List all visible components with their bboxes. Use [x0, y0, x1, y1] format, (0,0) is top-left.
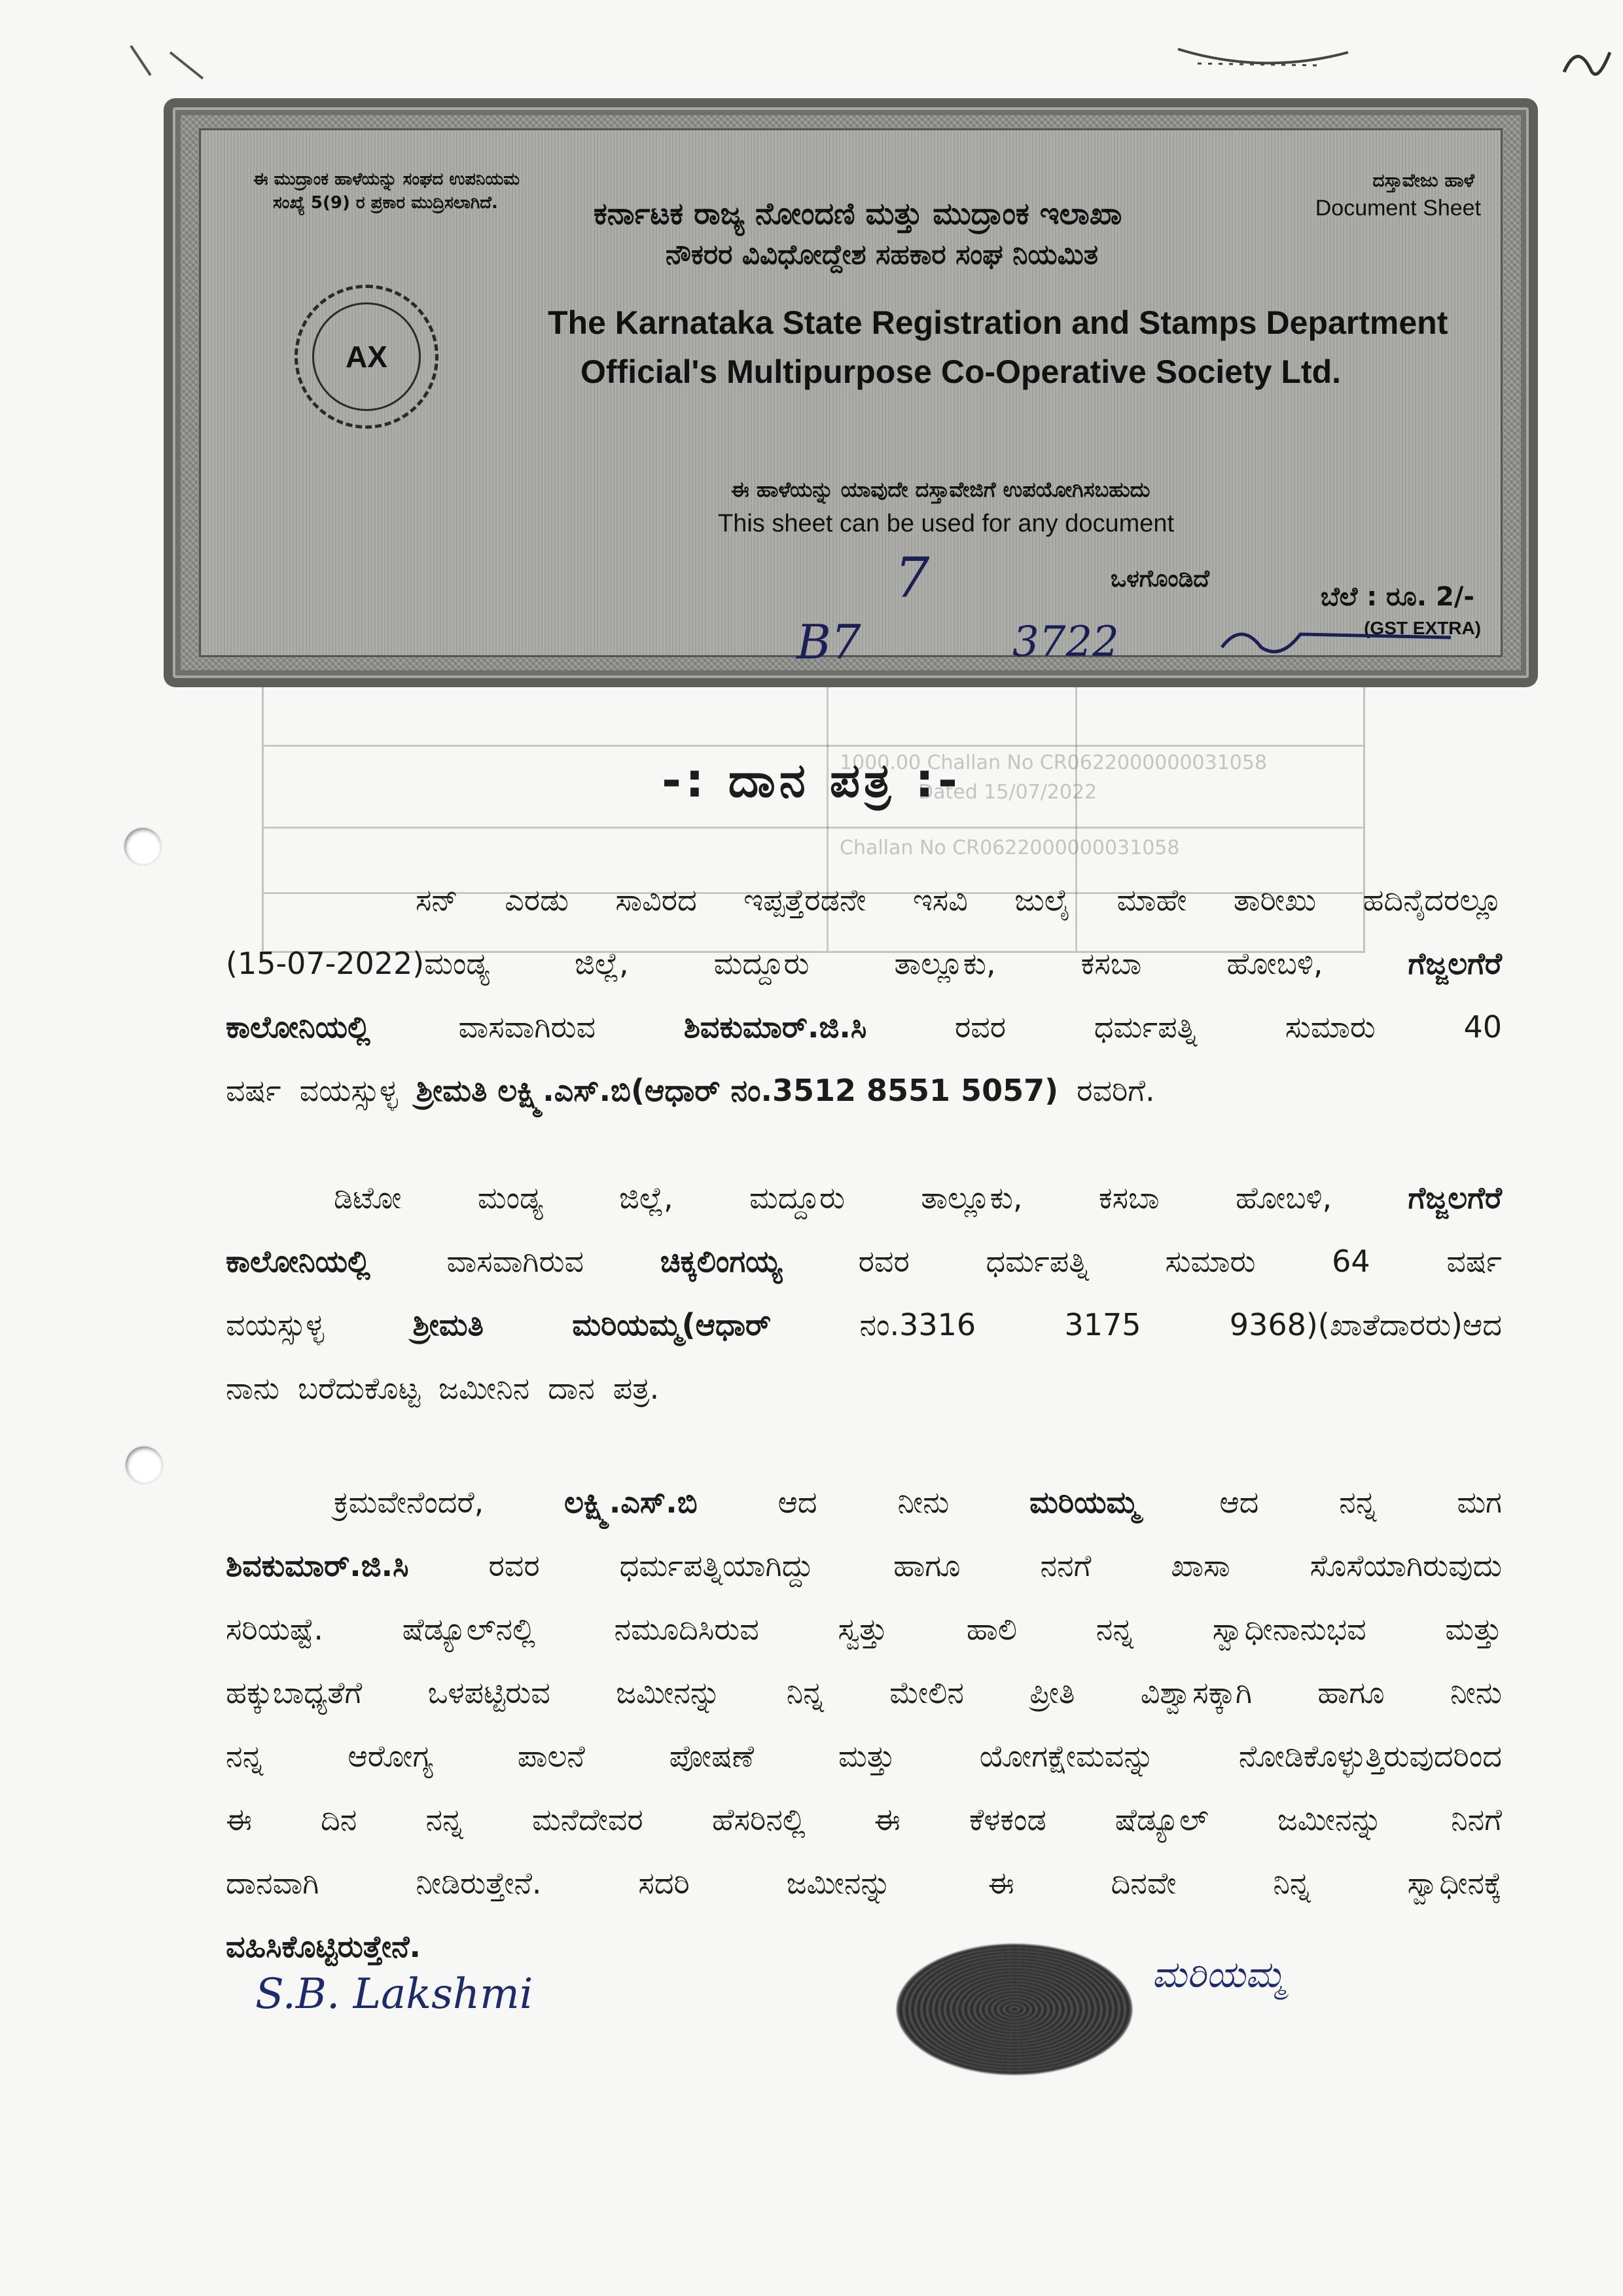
deed-word: ಮಂಡ್ಯ: [477, 1180, 543, 1215]
handwritten-signature-stroke: [1215, 615, 1464, 667]
deed-word: ನಿನಗೆ: [1451, 1802, 1502, 1837]
seal-text: AX: [346, 340, 387, 374]
price-label: ಬೆಲೆ : ರೂ. 2/-: [1320, 582, 1474, 612]
deed-word: ಗೆಜ್ಜಲಗೆರೆ: [1408, 946, 1502, 981]
deed-word: ನನ್ನ: [1096, 1611, 1134, 1647]
deed-word: ಪಾಲನೆ: [517, 1738, 585, 1774]
deed-word: ರವರಿಗೆ.: [1077, 1073, 1155, 1108]
deed-word: ಆದ: [1219, 1484, 1259, 1520]
deed-word: ಜಿಲ್ಲೆ,: [619, 1180, 673, 1215]
deed-word: ಎರಡು: [505, 882, 569, 918]
deed-word: ನನ್ನ: [226, 1738, 264, 1774]
deed-word: ಸ್ವಾಧೀನಾನುಭವ: [1212, 1611, 1366, 1647]
deed-word: ನನ್ನ: [425, 1802, 463, 1837]
department-name-kannada: ಕರ್ನಾಟಕ ರಾಜ್ಯ ನೋಂದಣಿ ಮತ್ತು ಮುದ್ರಾಂಕ ಇಲಾಖಾ: [594, 196, 1122, 231]
deed-word: ಸದರಿ: [638, 1865, 690, 1901]
deed-line: [226, 1071, 1502, 1110]
deed-word: ಈ: [988, 1865, 1014, 1901]
deed-word: ರವರ: [488, 1548, 540, 1583]
society-name-kannada: ನೌಕರರ ವಿವಿಧೋದ್ದೇಶ ಸಹಕಾರ ಸಂಘ ನಿಯಮಿತ: [666, 238, 1098, 270]
deed-word: (15-07-2022)ಮಂಡ್ಯ: [226, 946, 490, 981]
deed-line: [226, 1242, 1502, 1281]
deed-word: 64: [1332, 1244, 1370, 1279]
deed-word: ನಿನ್ನ: [786, 1675, 824, 1710]
deed-word: ಶಿವಕುಮಾರ್.ಜಿ.ಸಿ: [226, 1548, 409, 1583]
deed-word: ಮೇಲಿನ: [889, 1675, 964, 1710]
deed-word: ಇಸವಿ: [912, 882, 968, 918]
deed-word: ಇಪ್ಪತ್ತೆರಡನೇ: [743, 882, 866, 918]
deed-word: ತಾರೀಖು: [1233, 882, 1317, 918]
deed-word: ಸಾವಿರದ: [615, 882, 697, 918]
deed-word: ಮಗ: [1457, 1484, 1502, 1520]
document-sheet-label-kannada: ದಸ್ತಾವೇಜು ಹಾಳೆ: [1372, 170, 1474, 191]
corner-initial-right: [1558, 39, 1616, 92]
deed-word: ಹಕ್ಕುಬಾಧ್ಯತೆಗೆ: [226, 1675, 363, 1710]
signature-lakshmi: S.B. Lakshmi: [255, 1970, 533, 2018]
deed-word: ಈ: [226, 1802, 252, 1837]
signature-mariyamma: ಮರಿಯಮ್ಮ: [1152, 1954, 1285, 1996]
deed-word: ಈ: [874, 1802, 901, 1837]
deed-word: ಆದ: [777, 1484, 817, 1520]
deed-word: ಷೆಡ್ಯೂಲ್: [1115, 1802, 1209, 1837]
deed-word: ಸೊಸೆಯಾಗಿರುವುದು: [1310, 1548, 1502, 1583]
deed-word: ಮರಿಯಮ್ಮ: [1029, 1484, 1139, 1520]
deed-word: ಯೋಗಕ್ಷೇಮವನ್ನು: [979, 1738, 1154, 1774]
deed-word: ಕಾಲೋನಿಯಲ್ಲಿ: [226, 1009, 370, 1045]
society-seal: [294, 285, 438, 429]
deed-word: ಜಮೀನನ್ನು: [786, 1865, 891, 1901]
deed-word: 3175: [1064, 1307, 1141, 1342]
stamp-note-line-2: ಸಂಖ್ಯೆ 5(9) ರ ಪ್ರಕಾರ ಮುದ್ರಿಸಲಾಗಿದೆ.: [273, 193, 498, 213]
deed-word: ಜಮೀನಿನ: [438, 1371, 530, 1406]
show-through-row-3: Challan No CR0622000000031058: [840, 836, 1180, 859]
deed-word: ಜಿಲ್ಲೆ,: [574, 946, 629, 981]
deed-word: ದಾನ: [548, 1371, 595, 1406]
deed-word: ಮದ್ದೂರು: [749, 1180, 845, 1215]
deed-word: ಮನೆದೇವರ: [531, 1802, 643, 1837]
deed-word: ಮಾಹೇ: [1116, 882, 1187, 918]
deed-line: [226, 1305, 1502, 1344]
deed-word: ಲಕ್ಷ್ಮಿ.ಎಸ್.ಬಿ: [564, 1484, 698, 1520]
deed-word: ದಿನವೇ: [1111, 1865, 1177, 1901]
deed-word: ಹದಿನೈದರಲ್ಲೂ: [1363, 882, 1502, 918]
deed-word: ಮದ್ದೂರು: [713, 946, 810, 981]
deed-word: ಹೋಬಳಿ,: [1226, 946, 1323, 981]
gst-label: (GST EXTRA): [1364, 618, 1481, 638]
seal-ring: [312, 302, 421, 411]
show-through-row-1: 1000.00 Challan No CR0622000000031058: [840, 751, 1268, 774]
deed-word: ಒಳಪಟ್ಟಿರುವ: [427, 1675, 550, 1710]
deed-word: ವಯಸ್ಸುಳ್ಳ: [226, 1307, 325, 1342]
deed-word: ದಿನ: [321, 1802, 357, 1837]
deed-word: ಧರ್ಮಪತ್ನಿ: [1094, 1009, 1198, 1045]
deed-word: ಹೋಬಳಿ,: [1236, 1180, 1332, 1215]
deed-word: ಕೆಳಕಂಡ: [969, 1802, 1046, 1837]
deed-word: ನನಗೆ: [1040, 1548, 1092, 1583]
handwritten-sheet-number: 3722: [1012, 618, 1119, 666]
deed-word: ಸ್ವಾಧೀನಕ್ಕೆ: [1407, 1865, 1502, 1901]
deed-word: 40: [1463, 1009, 1502, 1045]
deed-line: [226, 944, 1502, 983]
deed-word: ದಾನವಾಗಿ: [226, 1865, 319, 1901]
deed-word: ರವರ: [954, 1009, 1007, 1045]
deed-word: ಬರೆದುಕೊಟ್ಟ: [298, 1371, 420, 1406]
punch-hole-bottom: [126, 1446, 162, 1483]
deed-word: ನೀಡಿರುತ್ತೇನೆ.: [416, 1865, 542, 1901]
deed-word: ಜುಲೈ: [1014, 882, 1071, 918]
department-name: The Karnataka State Registration and Stamps Department: [548, 304, 1448, 341]
deed-word: ನಮೂದಿಸಿರುವ: [614, 1611, 759, 1647]
deed-line: [334, 1178, 1502, 1217]
deed-word: ತಾಲ್ಲೂಕು,: [921, 1180, 1023, 1215]
handwritten-serial: 7: [895, 546, 930, 610]
thumb-impression: [897, 1944, 1132, 2075]
deed-word: ಸುಮಾರು: [1165, 1244, 1256, 1279]
deed-word: ನನ್ನ: [1339, 1484, 1377, 1520]
corner-mark-left: [124, 39, 209, 85]
deed-word: ಡಿಟೋ: [334, 1180, 402, 1215]
usage-note-kannada: ಈ ಹಾಳೆಯನ್ನು ಯಾವುದೇ ದಸ್ತಾವೇಜಿಗೆ ಉಪಯೋಗಿಸಬಹುದು: [731, 477, 1150, 502]
deed-word: ಕಾಲೋನಿಯಲ್ಲಿ: [226, 1244, 370, 1279]
deed-word: ಹಾಗೂ: [893, 1548, 961, 1583]
deed-title: -: ದಾನ ಪತ್ರ :-: [662, 753, 961, 808]
deed-word: ಹಾಗೂ: [1317, 1675, 1385, 1710]
deed-word: ಮತ್ತು: [838, 1738, 895, 1774]
deed-word: ವರ್ಷ: [1446, 1244, 1502, 1279]
deed-word: ಮರಿಯಮ್ಮ(ಆಧಾರ್: [572, 1307, 772, 1342]
document-sheet-label: Document Sheet: [1315, 196, 1481, 221]
deed-word: ಕಸಬಾ: [1098, 1180, 1160, 1215]
deed-word: ನಿನ್ನ: [1273, 1865, 1311, 1901]
deed-line: [226, 1927, 1502, 1966]
deed-word: ಜಮೀನನ್ನು: [616, 1675, 721, 1710]
deed-word: ಗೆಜ್ಜಲಗೆರೆ: [1408, 1180, 1502, 1215]
deed-line: [226, 1369, 1502, 1408]
deed-word: ಶ್ರೀಮತಿ ಲಕ್ಷ್ಮಿ.ಎಸ್.ಬಿ(ಆಧಾರ್ ನಂ.3512 8551 5057): [416, 1073, 1059, 1108]
deed-word: ಸ್ವತ್ತು: [838, 1611, 888, 1647]
deed-word: ಜಮೀನನ್ನು: [1277, 1802, 1382, 1837]
deed-word: ಷೆಡ್ಯೂಲ್‌ನಲ್ಲಿ: [402, 1611, 535, 1647]
stamp-paper: [164, 98, 1538, 687]
deed-word: ಪತ್ರ.: [613, 1371, 660, 1406]
deed-line: [334, 1482, 1502, 1522]
deed-word: ನೀನು: [1450, 1675, 1502, 1710]
deed-word: ಧರ್ಮಪತ್ನಿ: [986, 1244, 1089, 1279]
show-through-row-2: Dated 15/07/2022: [918, 781, 1097, 804]
deed-word: ನಾನು: [226, 1371, 280, 1406]
deed-word: 9368)(ಖಾತೆದಾರರು)ಆದ: [1229, 1307, 1502, 1342]
deed-word: ಶ್ರೀಮತಿ: [412, 1307, 484, 1342]
deed-word: ಧರ್ಮಪತ್ನಿಯಾಗಿದ್ದು: [619, 1548, 814, 1583]
deed-word: ವಾಸವಾಗಿರುವ: [446, 1244, 584, 1279]
deed-word: ರವರ: [858, 1244, 910, 1279]
punch-hole-top: [124, 828, 161, 865]
deed-word: ಹೆಸರಿನಲ್ಲಿ: [711, 1802, 806, 1837]
deed-line: [226, 1673, 1502, 1712]
usage-note: This sheet can be used for any document: [718, 510, 1175, 537]
deed-word: ಖಾಸಾ: [1171, 1548, 1230, 1583]
deed-word: ವಾಸವಾಗಿರುವ: [458, 1009, 596, 1045]
deed-word: ಪ್ರೀತಿ: [1029, 1675, 1075, 1710]
deed-word: ಚಿಕ್ಕಲಿಂಗಯ್ಯ: [660, 1244, 782, 1279]
deed-word: ವಹಿಸಿಕೊಟ್ಟಿರುತ್ತೇನೆ.: [226, 1929, 421, 1964]
deed-word: ಮತ್ತು: [1445, 1611, 1502, 1647]
enclosed-label: ಒಳಗೊಂಡಿದೆ: [1111, 565, 1209, 592]
deed-line: [226, 1736, 1502, 1776]
deed-word: ನಂ.3316: [859, 1307, 976, 1342]
deed-word: ಕ್ರಮವೇನೆಂದರೆ,: [334, 1484, 484, 1520]
deed-word: ತಾಲ್ಲೂಕು,: [894, 946, 996, 981]
deed-word: ಹಾಲಿ: [966, 1611, 1018, 1647]
corner-scribble-top: [1171, 36, 1355, 75]
deed-line: [226, 1863, 1502, 1903]
deed-word: ಆರೋಗ್ಯ: [348, 1738, 433, 1774]
deed-word: ಪೋಷಣೆ: [669, 1738, 755, 1774]
deed-line: [226, 1546, 1502, 1585]
deed-word: ಶಿವಕುಮಾರ್.ಜಿ.ಸಿ: [683, 1009, 867, 1045]
deed-word: ಸನ್: [416, 882, 458, 918]
deed-word: ಕಸಬಾ: [1080, 946, 1142, 981]
deed-line: [226, 1007, 1502, 1047]
deed-word: ನೋಡಿಕೊಳ್ಳುತ್ತಿರುವುದರಿಂದ: [1238, 1738, 1502, 1774]
deed-line: [226, 1609, 1502, 1649]
stamp-note-line-1: ಈ ಮುದ್ರಾಂಕ ಹಾಳೆಯನ್ನು ಸಂಘದ ಉಪನಿಯಮ: [253, 170, 520, 189]
handwritten-book-number: B7: [796, 615, 861, 670]
deed-word: ವಿಶ್ವಾಸಕ್ಕಾಗಿ: [1140, 1675, 1252, 1710]
deed-word: ನೀನು: [897, 1484, 950, 1520]
society-name: Official's Multipurpose Co-Operative Society Ltd.: [580, 353, 1342, 390]
deed-word: ಸುಮಾರು: [1285, 1009, 1376, 1045]
deed-line: [226, 1800, 1502, 1839]
deed-word: ವಯಸ್ಸುಳ್ಳ: [299, 1073, 398, 1108]
deed-word: ವರ್ಷ: [226, 1073, 281, 1108]
deed-line: [416, 880, 1502, 920]
deed-word: ಸರಿಯಷ್ಟೆ.: [226, 1611, 324, 1647]
